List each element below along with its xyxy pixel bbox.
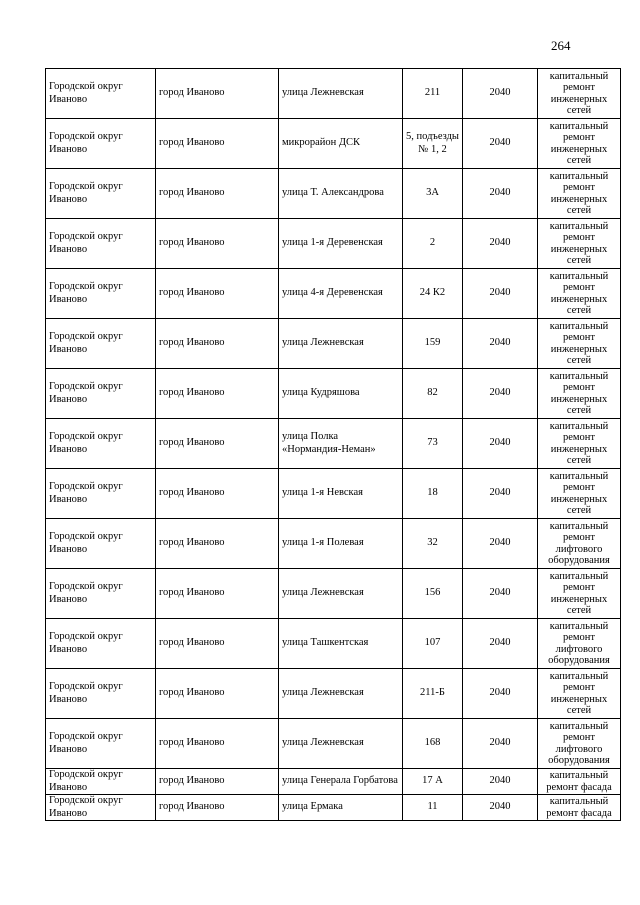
cell-municipality: Городской округ Иваново [46,795,156,821]
cell-year: 2040 [463,369,538,419]
cell-year: 2040 [463,469,538,519]
cell-street: улица Ермака [279,795,403,821]
cell-locality: город Иваново [156,319,279,369]
cell-locality: город Иваново [156,369,279,419]
cell-locality: город Иваново [156,419,279,469]
cell-municipality: Городской округ Иваново [46,419,156,469]
cell-work-type: капитальный ремонт инженерных сетей [538,669,621,719]
cell-street: микрорайон ДСК [279,119,403,169]
table-row [46,619,621,669]
cell-street: улица 1-я Полевая [279,519,403,569]
cell-locality: город Иваново [156,469,279,519]
cell-house: 11 [403,795,463,821]
cell-work-type: капитальный ремонт инженерных сетей [538,119,621,169]
cell-year: 2040 [463,769,538,795]
table-row [46,419,621,469]
cell-municipality: Городской округ Иваново [46,119,156,169]
cell-municipality: Городской округ Иваново [46,519,156,569]
table-row [46,169,621,219]
cell-year: 2040 [463,219,538,269]
cell-municipality: Городской округ Иваново [46,669,156,719]
table-row [46,469,621,519]
cell-locality: город Иваново [156,169,279,219]
repair-schedule-table [45,68,621,821]
cell-locality: город Иваново [156,769,279,795]
cell-year: 2040 [463,569,538,619]
table-row [46,569,621,619]
cell-house: 24 К2 [403,269,463,319]
cell-locality: город Иваново [156,269,279,319]
cell-street: улица Ташкентская [279,619,403,669]
cell-year: 2040 [463,669,538,719]
table-row [46,319,621,369]
cell-work-type: капитальный ремонт инженерных сетей [538,319,621,369]
table-row [46,669,621,719]
cell-work-type: капитальный ремонт инженерных сетей [538,69,621,119]
cell-locality: город Иваново [156,69,279,119]
cell-street: улица Лежневская [279,669,403,719]
cell-street: улица 1-я Невская [279,469,403,519]
cell-house: 211-Б [403,669,463,719]
table-row [46,69,621,119]
table-row [46,119,621,169]
cell-locality: город Иваново [156,219,279,269]
cell-locality: город Иваново [156,569,279,619]
cell-work-type: капитальный ремонт лифтового оборудования [538,619,621,669]
cell-year: 2040 [463,419,538,469]
cell-municipality: Городской округ Иваново [46,69,156,119]
cell-house: 2 [403,219,463,269]
cell-street: улица Генерала Горбатова [279,769,403,795]
cell-work-type: капитальный ремонт лифтового оборудования [538,719,621,769]
table-row [46,519,621,569]
cell-house: 159 [403,319,463,369]
cell-house: 156 [403,569,463,619]
cell-street: улица Лежневская [279,569,403,619]
cell-house: 82 [403,369,463,419]
cell-street: улица Т. Александрова [279,169,403,219]
cell-year: 2040 [463,169,538,219]
cell-municipality: Городской округ Иваново [46,769,156,795]
cell-municipality: Городской округ Иваново [46,219,156,269]
cell-year: 2040 [463,519,538,569]
cell-locality: город Иваново [156,669,279,719]
cell-street: улица Полка «Нормандия-Неман» [279,419,403,469]
cell-house: 3А [403,169,463,219]
cell-house: 32 [403,519,463,569]
table-row [46,769,621,795]
cell-locality: город Иваново [156,619,279,669]
cell-locality: город Иваново [156,119,279,169]
cell-year: 2040 [463,69,538,119]
cell-municipality: Городской округ Иваново [46,269,156,319]
table-body [46,69,621,821]
cell-locality: город Иваново [156,795,279,821]
table-row [46,269,621,319]
cell-street: улица Кудряшова [279,369,403,419]
cell-street: улица Лежневская [279,319,403,369]
cell-year: 2040 [463,795,538,821]
cell-year: 2040 [463,719,538,769]
cell-work-type: капитальный ремонт инженерных сетей [538,169,621,219]
cell-street: улица Лежневская [279,719,403,769]
cell-municipality: Городской округ Иваново [46,319,156,369]
cell-municipality: Городской округ Иваново [46,469,156,519]
table-row [46,219,621,269]
cell-work-type: капитальный ремонт инженерных сетей [538,419,621,469]
cell-work-type: капитальный ремонт инженерных сетей [538,219,621,269]
cell-locality: город Иваново [156,519,279,569]
cell-house: 5, подъезды № 1, 2 [403,119,463,169]
cell-house: 211 [403,69,463,119]
cell-locality: город Иваново [156,719,279,769]
cell-work-type: капитальный ремонт фасада [538,795,621,821]
cell-street: улица Лежневская [279,69,403,119]
cell-work-type: капитальный ремонт инженерных сетей [538,269,621,319]
table-row [46,369,621,419]
cell-work-type: капитальный ремонт инженерных сетей [538,569,621,619]
cell-street: улица 4-я Деревенская [279,269,403,319]
cell-work-type: капитальный ремонт фасада [538,769,621,795]
cell-year: 2040 [463,619,538,669]
cell-municipality: Городской округ Иваново [46,169,156,219]
cell-house: 168 [403,719,463,769]
table-row [46,795,621,821]
cell-work-type: капитальный ремонт инженерных сетей [538,369,621,419]
cell-work-type: капитальный ремонт инженерных сетей [538,469,621,519]
cell-street: улица 1-я Деревенская [279,219,403,269]
cell-municipality: Городской округ Иваново [46,369,156,419]
cell-municipality: Городской округ Иваново [46,619,156,669]
cell-house: 18 [403,469,463,519]
cell-year: 2040 [463,119,538,169]
page-number: 264 [551,38,571,53]
cell-year: 2040 [463,319,538,369]
table-row [46,719,621,769]
cell-municipality: Городской округ Иваново [46,719,156,769]
cell-house: 107 [403,619,463,669]
cell-house: 73 [403,419,463,469]
cell-house: 17 А [403,769,463,795]
cell-year: 2040 [463,269,538,319]
cell-municipality: Городской округ Иваново [46,569,156,619]
cell-work-type: капитальный ремонт лифтового оборудования [538,519,621,569]
